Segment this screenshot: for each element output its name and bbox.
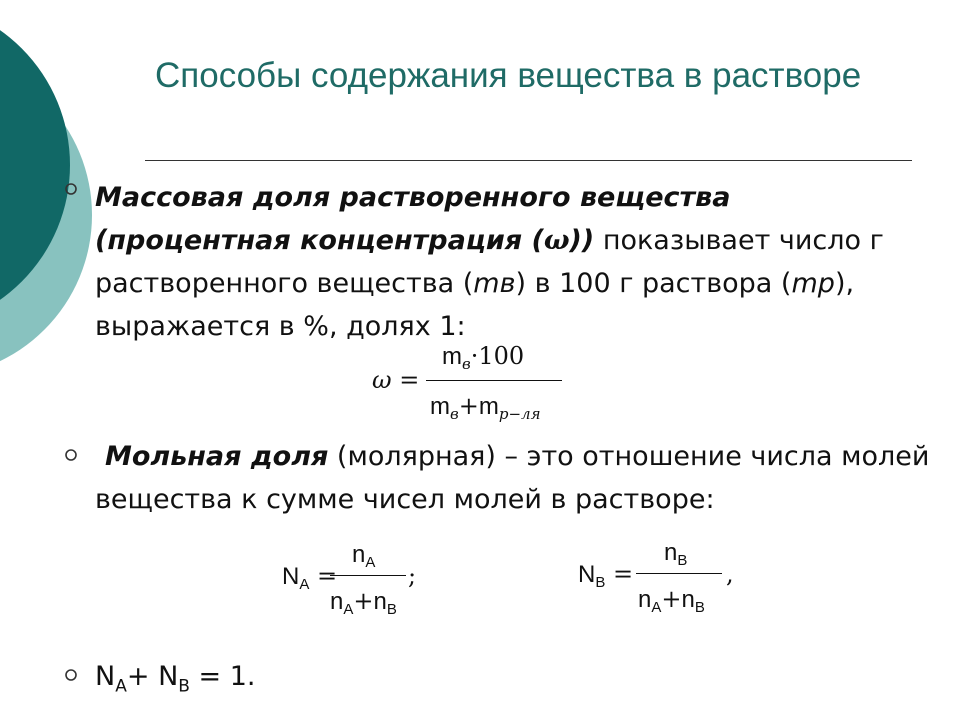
formula-denominator: $n_A+n_B$	[638, 585, 705, 616]
formula-lhs: $N_A$ =	[282, 562, 338, 593]
formula-mole-fraction-b	[578, 538, 748, 628]
bullet-mass-fraction: Массовая доля растворенного вещества (процентная концентрация (ω)) показывает число г растворенного вещества (mв) в 100 г раствора (mр), выражается в %, долях 1:	[95, 182, 884, 342]
formula-lhs: ω =	[372, 366, 420, 394]
fraction-bar	[330, 575, 406, 576]
formula-denominator: $n_A+n_B$	[330, 587, 397, 618]
var-mr: mр	[791, 268, 835, 299]
fraction-bar	[426, 380, 562, 381]
fraction-bar	[636, 573, 722, 574]
formula-mole-fraction-a	[282, 540, 432, 630]
bullet-ring-icon	[64, 182, 78, 196]
bullet-ring-icon	[64, 448, 78, 462]
slide-title: Способы содержания вещества в растворе	[155, 56, 862, 95]
bullet-sum-equation: $N_A+ N_B = 1$.	[95, 661, 256, 697]
formula-mass-fraction	[372, 342, 572, 432]
var-mv: mв	[473, 268, 516, 299]
bullet-ring-icon	[64, 668, 78, 682]
term-mole-fraction: Мольная доля	[105, 441, 329, 472]
formula-denominator: $m_в+m_{р-ля}$	[430, 392, 541, 423]
formula-numerator: $n_B$	[664, 539, 688, 569]
formula-numerator: $m_в\cdot 100$	[442, 342, 525, 373]
bullet-mole-fraction: Мольная доля (молярная) – это отношение числа молей вещества к сумме чисел молей в растворе:	[95, 441, 930, 515]
formula-end: ,	[726, 560, 734, 588]
formula-end: ;	[408, 562, 417, 590]
formula-lhs: $N_B$ =	[578, 560, 634, 591]
formula-numerator: $n_A$	[352, 541, 376, 571]
title-divider	[145, 160, 912, 161]
term-mass-fraction: Массовая доля растворенного вещества (процентная концентрация (ω))	[95, 182, 731, 256]
